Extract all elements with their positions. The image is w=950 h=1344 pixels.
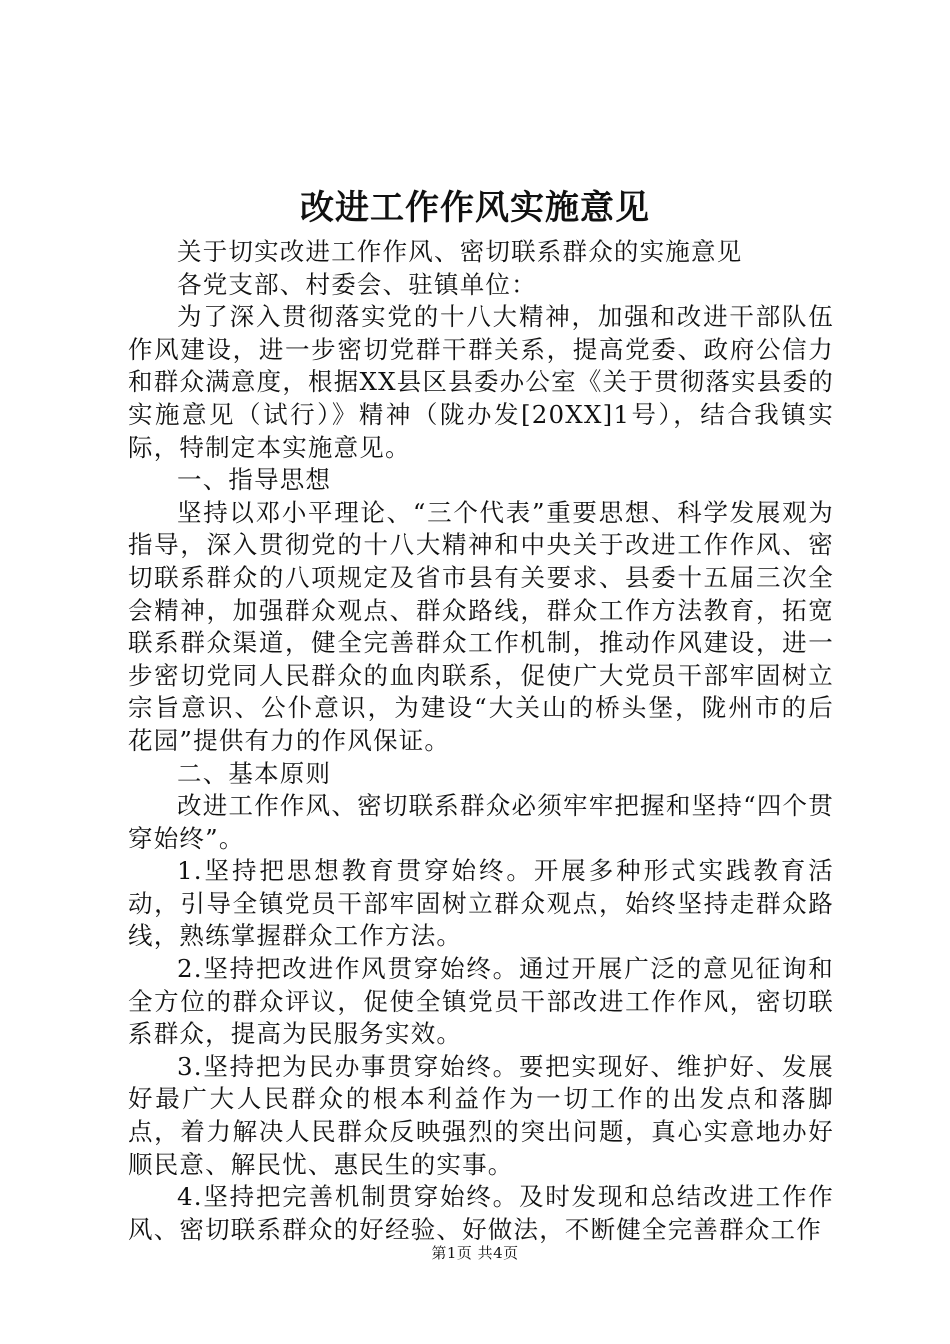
- paragraph-intro: 为了深入贯彻落实党的十八大精神，加强和改进干部队伍作风建设，进一步密切党群干群关系，提高党委、政府公信力和群众满意度，根据XX县区县委办公室《关于贯彻落实县委的实施意见（试行）》精神（陇办发[20XX]1号），结合我镇实际，特制定本实施意见。: [128, 302, 834, 462]
- document-body: [128, 236, 834, 1246]
- paragraph-principle-3: 3.坚持把为民办事贯穿始终。要把实现好、维护好、发展好最广大人民群众的根本利益作为一切工作的出发点和落脚点，着力解决人民群众反映强烈的突出问题，真心实意地办好顺民意、解民忧、惠民生的实事。: [128, 1051, 834, 1179]
- paragraph-principles-intro: 改进工作作风、密切联系群众必须牢牢把握和坚持“四个贯穿始终”。: [128, 791, 834, 853]
- paragraph-guiding-thought: 坚持以邓小平理论、“三个代表”重要思想、科学发展观为指导，深入贯彻党的十八大精神和中央关于改进工作作风、密切联系群众的八项规定及省市县有关要求、县委十五届三次全会精神，加强群众观点、群众路线，群众工作方法教育，拓宽联系群众渠道，健全完善群众工作机制，推动作风建设，进一步密切党同人民群众的血肉联系，促使广大党员干部牢固树立宗旨意识、公仆意识，为建设“大关山的桥头堡，陇州市的后花园”提供有力的作风保证。: [128, 497, 834, 755]
- document-title: 改进工作作风实施意见: [300, 188, 650, 228]
- section-heading-basic-principles: 二、基本原则: [177, 758, 332, 788]
- paragraph-principle-4: 4.坚持把完善机制贯穿始终。及时发现和总结改进工作作风、密切联系群众的好经验、好做法，不断健全完善群众工作: [128, 1182, 834, 1244]
- paragraph-principle-1: 1.坚持把思想教育贯穿始终。开展多种形式实践教育活动，引导全镇党员干部牢固树立群众观点，始终坚持走群众路线，熟练掌握群众工作方法。: [128, 856, 834, 951]
- paragraph-principle-2: 2.坚持把改进作风贯穿始终。通过开展广泛的意见征询和全方位的群众评议，促使全镇党员干部改进工作作风，密切联系群众，提高为民服务实效。: [128, 954, 834, 1049]
- paragraph-addressees: 各党支部、村委会、驻镇单位：: [177, 269, 537, 299]
- page-number-footer: 第1页 共4页: [431, 1244, 519, 1262]
- section-heading-guiding-thought: 一、指导思想: [177, 465, 332, 495]
- paragraph-subtitle: 关于切实改进工作作风、密切联系群众的实施意见: [177, 237, 743, 266]
